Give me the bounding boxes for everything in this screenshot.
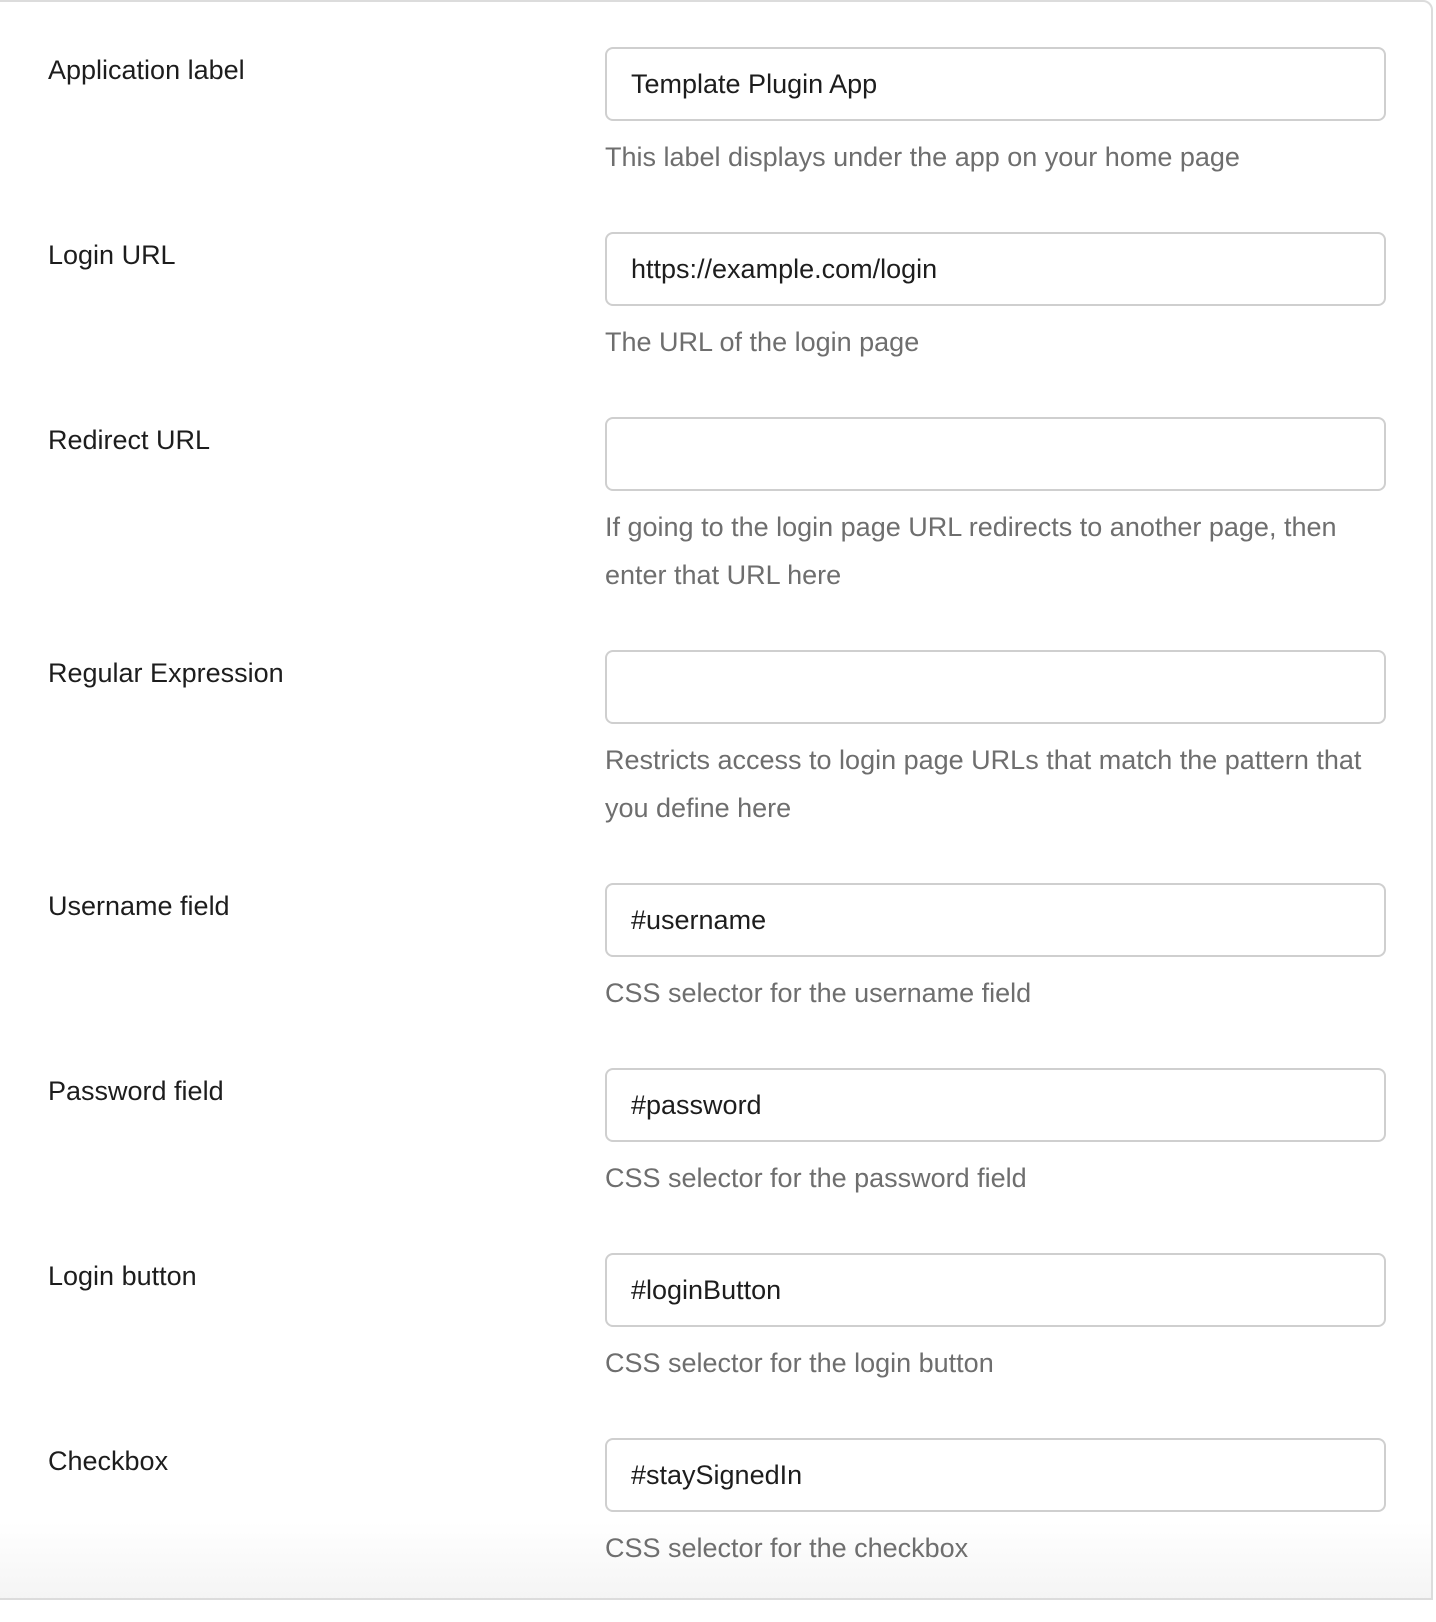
regular-expression-help-text: Restricts access to login page URLs that match the pattern that you define here — [605, 745, 1362, 823]
redirect-url-row — [0, 416, 1436, 599]
application-label-field-group — [605, 46, 1386, 181]
checkbox-input[interactable]: #staySignedIn — [605, 1438, 1386, 1512]
username-field-field-group — [605, 882, 1386, 1017]
password-field-help-text: CSS selector for the password field — [605, 1163, 1027, 1193]
redirect-url-help-text: If going to the login page URL redirects to another page, then enter that URL here — [605, 512, 1337, 590]
application-label-row — [0, 46, 1436, 181]
regular-expression-row — [0, 649, 1436, 832]
application-label-label: Application label — [48, 55, 245, 85]
login-button-field-group — [605, 1252, 1386, 1387]
login-url-input[interactable]: https://example.com/login — [605, 232, 1386, 306]
checkbox-row — [0, 1437, 1436, 1572]
redirect-url-input[interactable] — [605, 417, 1386, 491]
login-url-help-text: The URL of the login page — [605, 327, 920, 357]
regular-expression-input[interactable] — [605, 650, 1386, 724]
checkbox-label: Checkbox — [48, 1446, 169, 1476]
login-url-label: Login URL — [48, 240, 176, 270]
login-url-field-group — [605, 231, 1386, 366]
login-button-row — [0, 1252, 1436, 1387]
checkbox-field-group — [605, 1437, 1386, 1572]
app-settings-form — [0, 46, 1436, 1622]
checkbox-help-text: CSS selector for the checkbox — [605, 1533, 969, 1563]
login-button-help-text: CSS selector for the login button — [605, 1348, 994, 1378]
username-field-label: Username field — [48, 891, 230, 921]
username-field-row — [0, 882, 1436, 1017]
redirect-url-label: Redirect URL — [48, 425, 211, 455]
password-field-input[interactable]: #password — [605, 1068, 1386, 1142]
regular-expression-field-group — [605, 649, 1386, 832]
login-button-label: Login button — [48, 1261, 197, 1291]
login-url-row — [0, 231, 1436, 366]
password-field-field-group — [605, 1067, 1386, 1202]
application-label-input[interactable]: Template Plugin App — [605, 47, 1386, 121]
password-field-label: Password field — [48, 1076, 224, 1106]
redirect-url-field-group — [605, 416, 1386, 599]
login-button-input[interactable]: #loginButton — [605, 1253, 1386, 1327]
username-field-input[interactable]: #username — [605, 883, 1386, 957]
username-field-help-text: CSS selector for the username field — [605, 978, 1032, 1008]
regular-expression-label: Regular Expression — [48, 658, 284, 688]
password-field-row — [0, 1067, 1436, 1202]
application-label-help-text: This label displays under the app on your home page — [605, 142, 1240, 172]
